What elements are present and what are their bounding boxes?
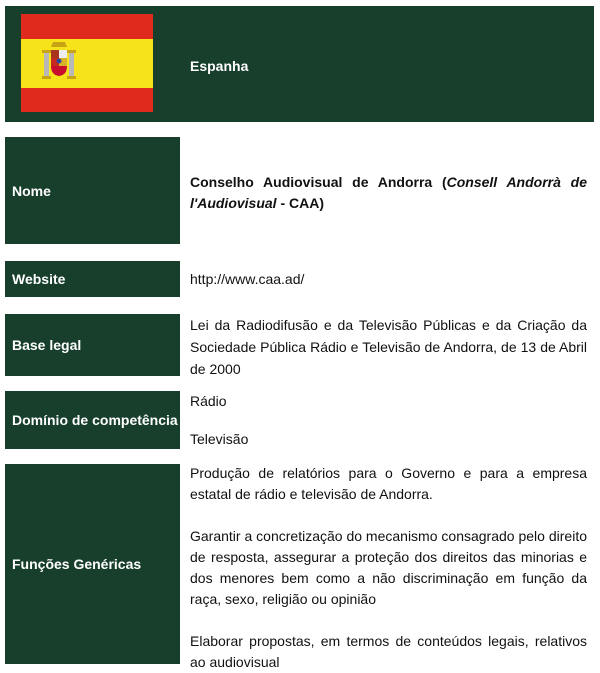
label-nome: Nome <box>5 137 180 244</box>
value-base-legal: Lei da Radiodifusão e da Televisão Públicas e da Criação da Sociedade Pública Rádio e Televisão de Andorra, de 13 de Abril de 2000 <box>190 317 587 377</box>
label-base-legal: Base legal <box>5 314 180 376</box>
funcoes-paragraph: Produção de relatórios para o Governo e para a empresa estatal de rádio e televisão de Andorra. <box>190 465 587 502</box>
label-website: Website <box>5 261 180 297</box>
value-dominio <box>190 391 587 450</box>
value-funcoes <box>190 463 587 673</box>
label-funcoes: Funções Genéricas <box>5 464 180 664</box>
country-header <box>5 6 594 122</box>
dominio-item: Televisão <box>190 431 249 447</box>
value-nome <box>190 172 587 214</box>
dominio-item: Rádio <box>190 393 227 409</box>
nome-text: Conselho Audiovisual de Andorra ( <box>190 174 447 190</box>
nome-italic-text: Consell Andorrà de l'Audiovisual <box>190 174 587 211</box>
country-name: Espanha <box>190 58 249 74</box>
funcoes-paragraph: Elaborar propostas, em termos de conteúdos legais, relativos ao audiovisual <box>190 633 587 670</box>
spain-flag-icon <box>21 14 153 112</box>
funcoes-paragraph: Garantir a concretização do mecanismo consagrado pelo direito de resposta, assegurar a proteção dos direitos das minorias e dos menores bem como a não discriminação em função da raça, sexo, religião ou opinião <box>190 528 587 607</box>
nome-tail-text: - CAA) <box>276 195 325 211</box>
label-dominio: Domínio de competência <box>5 391 180 449</box>
value-website: http://www.caa.ad/ <box>190 271 305 287</box>
